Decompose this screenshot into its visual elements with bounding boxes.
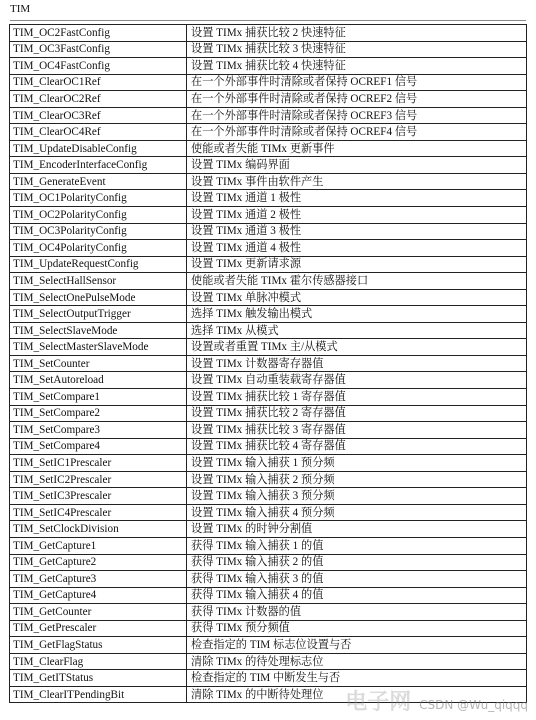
function-name-cell: TIM_SelectSlaveMode <box>10 322 187 339</box>
function-name-cell: TIM_SetIC1Prescaler <box>10 455 187 472</box>
table-row <box>10 190 527 207</box>
function-name-cell: TIM_ClearOC2Ref <box>10 91 187 108</box>
table-row <box>10 25 527 42</box>
function-description-cell: 设置 TIMx 捕获比较 3 快速特征 <box>187 41 527 58</box>
table-row <box>10 620 527 637</box>
table-row <box>10 58 527 75</box>
function-description-cell: 设置 TIMx 捕获比较 3 寄存器值 <box>187 422 527 439</box>
table-row <box>10 554 527 571</box>
table-row <box>10 389 527 406</box>
table-row <box>10 488 527 505</box>
table-row <box>10 504 527 521</box>
function-description-cell: 设置 TIMx 输入捕获 2 预分频 <box>187 471 527 488</box>
function-name-cell: TIM_SelectMasterSlaveMode <box>10 339 187 356</box>
function-name-cell: TIM_GetCapture1 <box>10 537 187 554</box>
function-name-cell: TIM_SelectOnePulseMode <box>10 289 187 306</box>
function-description-cell: 在一个外部事件时清除或者保持 OCREF1 信号 <box>187 74 527 91</box>
function-description-cell: 设置 TIMx 的时钟分割值 <box>187 521 527 538</box>
function-description-cell: 获得 TIMx 输入捕获 1 的值 <box>187 537 527 554</box>
function-name-cell: TIM_UpdateRequestConfig <box>10 256 187 273</box>
function-description-cell: 选择 TIMx 从模式 <box>187 322 527 339</box>
table-row <box>10 670 527 687</box>
table-row <box>10 74 527 91</box>
table-row <box>10 405 527 422</box>
function-name-cell: TIM_ClearOC3Ref <box>10 107 187 124</box>
section-header <box>10 0 526 21</box>
function-description-cell: 设置 TIMx 计数器寄存器值 <box>187 355 527 372</box>
function-description-cell: 设置 TIMx 更新请求源 <box>187 256 527 273</box>
function-name-cell: TIM_ClearFlag <box>10 653 187 670</box>
function-name-cell: TIM_SetCompare1 <box>10 389 187 406</box>
table-row <box>10 322 527 339</box>
watermark-logo: 电子网 <box>345 690 412 715</box>
table-row <box>10 422 527 439</box>
function-name-cell: TIM_ClearOC4Ref <box>10 124 187 141</box>
function-name-cell: TIM_GenerateEvent <box>10 173 187 190</box>
watermark-text: CSDN @Wu_qiqqq <box>419 698 528 712</box>
table-row <box>10 653 527 670</box>
function-name-cell: TIM_GetITStatus <box>10 670 187 687</box>
function-description-cell: 获得 TIMx 计数器的值 <box>187 604 527 621</box>
table-row <box>10 686 527 703</box>
function-description-cell: 设置 TIMx 自动重装载寄存器值 <box>187 372 527 389</box>
table-row <box>10 637 527 654</box>
function-description-cell: 检查指定的 TIM 中断发生与否 <box>187 670 527 687</box>
function-description-cell: 清除 TIMx 的中断待处理位 <box>187 686 527 703</box>
function-description-cell: 设置 TIMx 输入捕获 1 预分频 <box>187 455 527 472</box>
table-row <box>10 140 527 157</box>
function-description-cell: 获得 TIMx 输入捕获 4 的值 <box>187 587 527 604</box>
function-description-cell: 获得 TIMx 预分频值 <box>187 620 527 637</box>
function-description-cell: 设置或者重置 TIMx 主/从模式 <box>187 339 527 356</box>
function-name-cell: TIM_GetCapture3 <box>10 571 187 588</box>
function-description-cell: 设置 TIMx 通道 1 极性 <box>187 190 527 207</box>
function-description-cell: 设置 TIMx 捕获比较 1 寄存器值 <box>187 389 527 406</box>
table-row <box>10 173 527 190</box>
function-description-cell: 获得 TIMx 输入捕获 3 的值 <box>187 571 527 588</box>
table-row <box>10 537 527 554</box>
function-description-cell: 获得 TIMx 输入捕获 2 的值 <box>187 554 527 571</box>
function-name-cell: TIM_GetFlagStatus <box>10 637 187 654</box>
function-name-cell: TIM_GetCounter <box>10 604 187 621</box>
function-description-cell: 设置 TIMx 捕获比较 4 快速特征 <box>187 58 527 75</box>
table-row <box>10 471 527 488</box>
function-name-cell: TIM_OC3FastConfig <box>10 41 187 58</box>
function-description-cell: 检查指定的 TIM 标志位设置与否 <box>187 637 527 654</box>
table-row <box>10 41 527 58</box>
function-name-cell: TIM_GetCapture4 <box>10 587 187 604</box>
function-description-cell: 设置 TIMx 编码界面 <box>187 157 527 174</box>
table-row <box>10 306 527 323</box>
function-name-cell: TIM_EncoderInterfaceConfig <box>10 157 187 174</box>
function-name-cell: TIM_SelectOutputTrigger <box>10 306 187 323</box>
table-row <box>10 455 527 472</box>
function-name-cell: TIM_GetCapture2 <box>10 554 187 571</box>
function-name-cell: TIM_OC2PolarityConfig <box>10 207 187 224</box>
function-name-cell: TIM_SetAutoreload <box>10 372 187 389</box>
table-row <box>10 157 527 174</box>
function-description-cell: 设置 TIMx 通道 4 极性 <box>187 240 527 257</box>
function-description-cell: 设置 TIMx 事件由软件产生 <box>187 173 527 190</box>
table-row <box>10 240 527 257</box>
table-row <box>10 355 527 372</box>
function-description-cell: 在一个外部事件时清除或者保持 OCREF3 信号 <box>187 107 527 124</box>
function-name-cell: TIM_SetCompare4 <box>10 438 187 455</box>
function-description-cell: 设置 TIMx 单脉冲模式 <box>187 289 527 306</box>
table-row <box>10 256 527 273</box>
function-table <box>9 24 527 703</box>
function-description-cell: 设置 TIMx 输入捕获 4 预分频 <box>187 504 527 521</box>
function-description-cell: 在一个外部事件时清除或者保持 OCREF2 信号 <box>187 91 527 108</box>
function-name-cell: TIM_SetIC4Prescaler <box>10 504 187 521</box>
table-row <box>10 604 527 621</box>
function-description-cell: 选择 TIMx 触发输出模式 <box>187 306 527 323</box>
table-row <box>10 339 527 356</box>
table-row <box>10 273 527 290</box>
function-name-cell: TIM_OC3PolarityConfig <box>10 223 187 240</box>
function-description-cell: 设置 TIMx 捕获比较 4 寄存器值 <box>187 438 527 455</box>
section-title: TIM <box>10 3 31 15</box>
table-row <box>10 521 527 538</box>
table-row <box>10 223 527 240</box>
function-table-body <box>10 25 527 703</box>
table-row <box>10 124 527 141</box>
function-name-cell: TIM_OC4FastConfig <box>10 58 187 75</box>
function-name-cell: TIM_SelectHallSensor <box>10 273 187 290</box>
function-description-cell: 设置 TIMx 输入捕获 3 预分频 <box>187 488 527 505</box>
function-description-cell: 设置 TIMx 捕获比较 2 寄存器值 <box>187 405 527 422</box>
table-row <box>10 372 527 389</box>
function-description-cell: 在一个外部事件时清除或者保持 OCREF4 信号 <box>187 124 527 141</box>
function-name-cell: TIM_ClearOC1Ref <box>10 74 187 91</box>
function-name-cell: TIM_SetCompare3 <box>10 422 187 439</box>
table-row <box>10 571 527 588</box>
table-row <box>10 289 527 306</box>
table-row <box>10 438 527 455</box>
function-name-cell: TIM_SetClockDivision <box>10 521 187 538</box>
function-description-cell: 使能或者失能 TIMx 霍尔传感器接口 <box>187 273 527 290</box>
function-name-cell: TIM_OC2FastConfig <box>10 25 187 42</box>
function-name-cell: TIM_UpdateDisableConfig <box>10 140 187 157</box>
function-name-cell: TIM_OC1PolarityConfig <box>10 190 187 207</box>
function-name-cell: TIM_SetIC2Prescaler <box>10 471 187 488</box>
function-name-cell: TIM_SetIC3Prescaler <box>10 488 187 505</box>
function-description-cell: 设置 TIMx 捕获比较 2 快速特征 <box>187 25 527 42</box>
function-name-cell: TIM_ClearITPendingBit <box>10 686 187 703</box>
function-description-cell: 清除 TIMx 的待处理标志位 <box>187 653 527 670</box>
table-row <box>10 587 527 604</box>
function-description-cell: 设置 TIMx 通道 2 极性 <box>187 207 527 224</box>
function-name-cell: TIM_GetPrescaler <box>10 620 187 637</box>
function-name-cell: TIM_SetCounter <box>10 355 187 372</box>
table-row <box>10 91 527 108</box>
function-name-cell: TIM_OC4PolarityConfig <box>10 240 187 257</box>
table-row <box>10 207 527 224</box>
function-description-cell: 使能或者失能 TIMx 更新事件 <box>187 140 527 157</box>
table-row <box>10 107 527 124</box>
function-description-cell: 设置 TIMx 通道 3 极性 <box>187 223 527 240</box>
function-name-cell: TIM_SetCompare2 <box>10 405 187 422</box>
